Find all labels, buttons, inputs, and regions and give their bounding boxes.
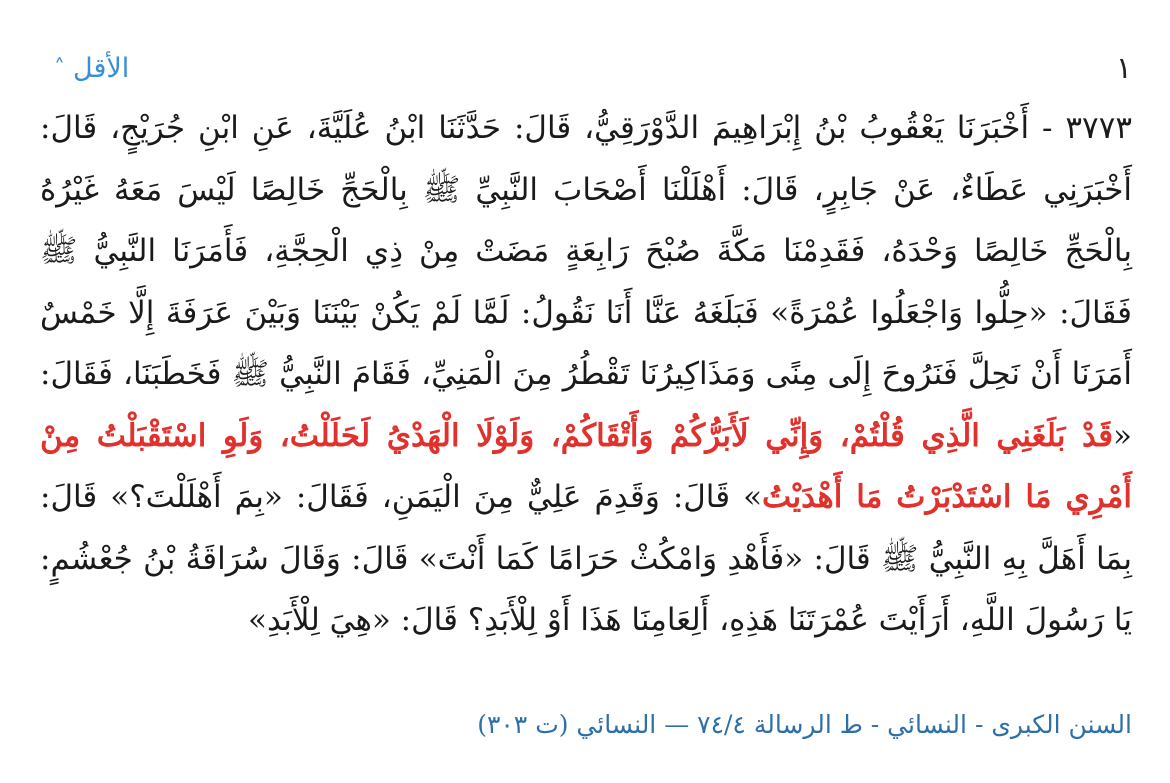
- show-less-label: الأقل: [73, 52, 130, 84]
- source-reference-link[interactable]: السنن الكبرى - النسائي - ط الرسالة ٧٤/٤ — النسائي (ت ٣٠٣): [477, 710, 1132, 739]
- card-header: [40, 38, 1132, 98]
- show-less-toggle[interactable]: [40, 53, 129, 84]
- hadith-text-part1: ٣٧٧٣ - أَخْبَرَنَا يَعْقُوبُ بْنُ إِبْرَاهِيمَ الدَّوْرَقِيُّ، قَالَ: حَدَّثَنَا ابْنُ عُلَيَّةَ، عَنِ ابْنِ جُرَيْجٍ، قَالَ: أَخْبَرَنِي عَطَاءٌ، عَنْ جَابِرٍ، قَالَ: أَهْلَلْنَا أَصْحَابَ النَّبِيِّ ﷺ بِالْحَجِّ خَالِصًا لَيْسَ مَعَهُ غَيْرُهُ بِالْحَجِّ خَالِصًا وَحْدَهُ، فَقَدِمْنَا مَكَّةَ صُبْحَ رَابِعَةٍ مَضَتْ مِنْ ذِي الْحِجَّةِ، فَأَمَرَنَا النَّبِيُّ ﷺ فَقَالَ: «حِلُّوا وَاجْعَلُوا عُمْرَةً» فَبَلَغَهُ عَنَّا أَنَا نَقُولُ: لَمَّا لَمْ يَكُنْ بَيْنَنَا وَبَيْنَ عَرَفَةَ إِلَّا خَمْسٌ أَمَرَنَا أَنْ نَحِلَّ فَنَرُوحَ إِلَى مِنًى وَمَذَاكِيرُنَا تَقْطُرُ مِنَ الْمَنِيِّ، فَقَامَ النَّبِيُّ ﷺ فَخَطَبَنَا، فَقَالَ: «: [40, 110, 1132, 454]
- hadith-text: [40, 98, 1132, 652]
- result-index: ١: [1115, 50, 1132, 86]
- hadith-highlighted-text: قَدْ بَلَغَنِي الَّذِي قُلْتُمْ، وَإِنِّي لَأَبَرُّكُمْ وَأَتْقَاكُمْ، وَلَوْلَا الْهَدْيُ لَحَلَلْتُ، وَلَوِ اسْتَقْبَلْتُ مِنْ أَمْرِي مَا اسْتَدْبَرْتُ مَا أَهْدَيْتُ: [40, 417, 1132, 515]
- hadith-text-part2: » قَالَ: وَقَدِمَ عَلِيٌّ مِنَ الْيَمَنِ، فَقَالَ: «بِمَ أَهْلَلْتَ؟» قَالَ: بِمَا أَهَلَّ بِهِ النَّبِيُّ ﷺ قَالَ: «فَأَهْدِ وَامْكُثْ حَرَامًا كَمَا أَنْتَ» قَالَ: وَقَالَ سُرَاقَةُ بْنُ جُعْشُمٍ: يَا رَسُولَ اللَّهِ، أَرَأَيْتَ عُمْرَتَنَا هَذِهِ، أَلِعَامِنَا هَذَا أَوْ لِلْأَبَدِ؟ قَالَ: «هِيَ لِلْأَبَدِ»: [40, 479, 1132, 638]
- chevron-up-icon: ˄: [54, 55, 65, 81]
